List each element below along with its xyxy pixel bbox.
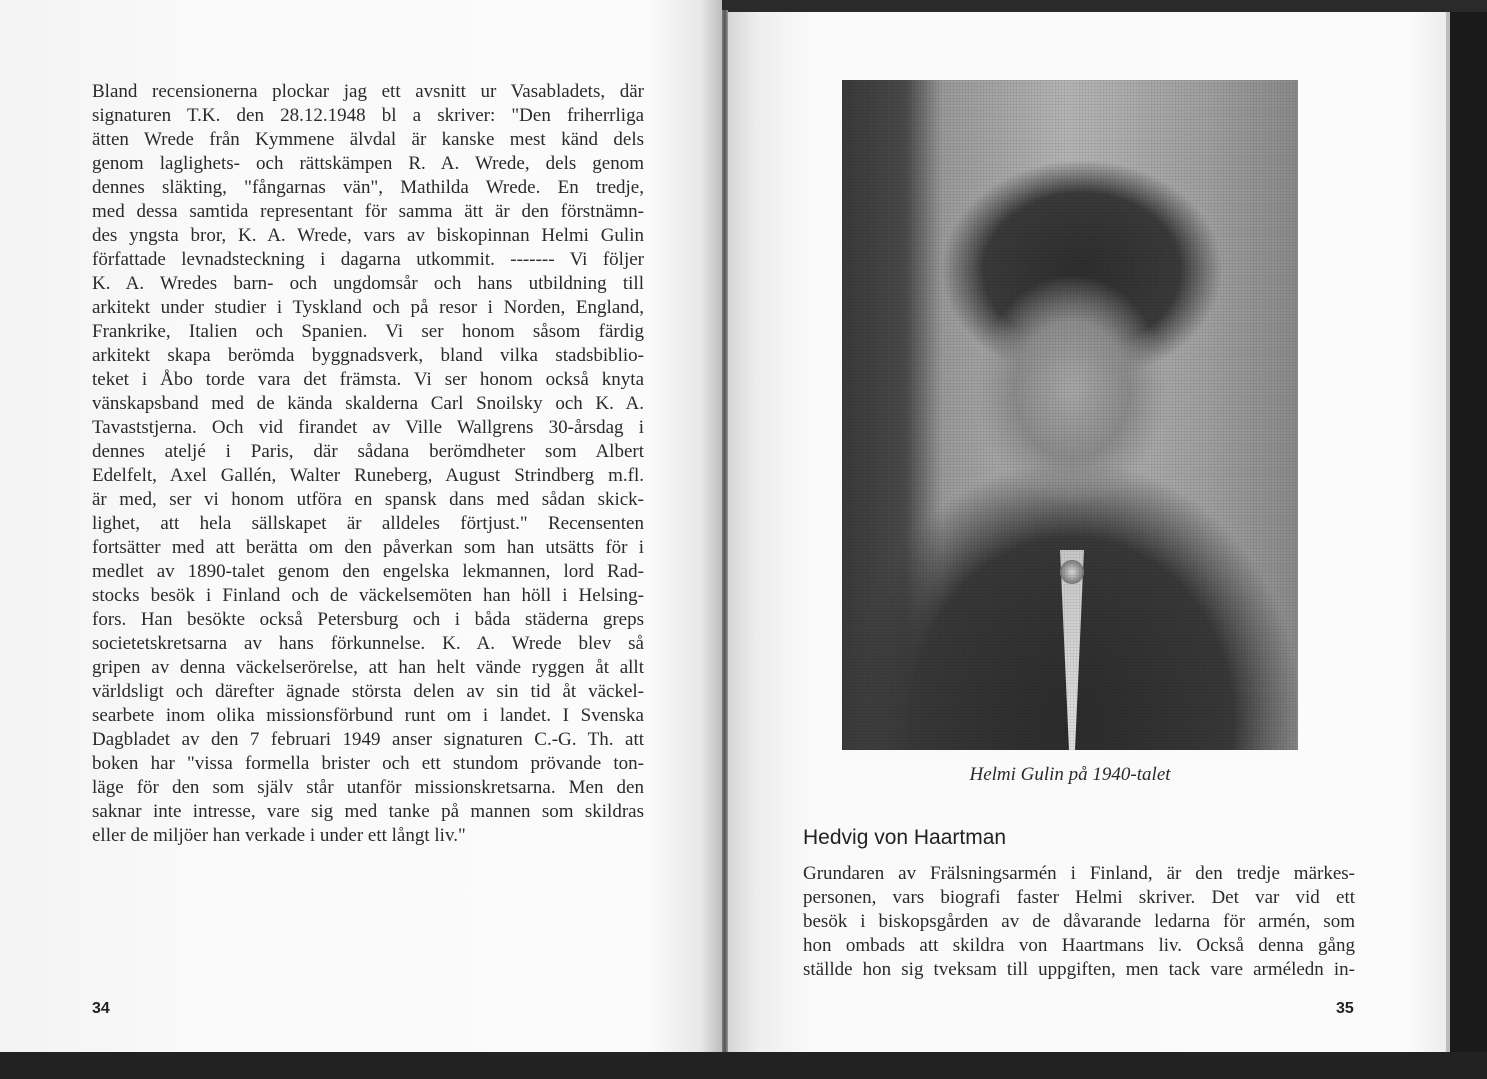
text-line: Frankrike, Italien och Spanien. Vi ser honom såsom färdig: [92, 321, 644, 342]
text-line: teket i Åbo torde vara det främsta. Vi ser honom också knyta: [92, 369, 644, 390]
text-line: Bland recensionerna plockar jag ett avsnitt ur Vasabladets, där: [92, 81, 644, 102]
photo-brooch: [1060, 560, 1084, 584]
text-line: genom laglighets- och rättskämpen R. A. Wrede, dels genom: [92, 153, 644, 174]
text-line: boken har "vissa formella brister och ett stundom prövande ton-: [92, 753, 644, 774]
text-line: dennes släkting, "fångarnas vän", Mathilda Wrede. En tredje,: [92, 177, 644, 198]
page-number-left: 34: [92, 1000, 110, 1017]
text-line: Grundaren av Frälsningsarmén i Finland, är den tredje märkes-: [803, 863, 1355, 884]
text-line: societetskretsarna av hans förkunnelse. K. A. Wrede blev så: [92, 633, 644, 654]
text-line: är med, ser vi honom utföra en spansk dans med sådan skick-: [92, 489, 644, 510]
text-line: medlet av 1890-talet genom den engelska lekmannen, lord Rad-: [92, 561, 644, 582]
text-line: besök i biskopsgården av de dåvarande ledarna för armén, som: [803, 911, 1355, 932]
text-line: fortsätter med att berätta om den påverkan som han utsätts för i: [92, 537, 644, 558]
scan-background-right: [1450, 12, 1487, 1079]
portrait-photo: [842, 80, 1298, 750]
text-line: lighet, att hela sällskapet är alldeles förtjust." Recensenten: [92, 513, 644, 534]
text-line: stocks besök i Finland och de väckelsemöten han höll i Helsing-: [92, 585, 644, 606]
text-line: des yngsta bror, K. A. Wrede, vars av biskopinnan Helmi Gulin: [92, 225, 644, 246]
text-line: hon ombads att skildra von Haartmans liv. Också denna gång: [803, 935, 1355, 956]
scan-background-bottom: [0, 1052, 1487, 1079]
text-line: personen, vars biografi faster Helmi skriver. Det var vid ett: [803, 887, 1355, 908]
page-number-right: 35: [1336, 1000, 1354, 1017]
text-line: Edelfelt, Axel Gallén, Walter Runeberg, August Strindberg m.fl.: [92, 465, 644, 486]
text-line: läge för den som själv står utanför missionskretsarna. Men den: [92, 777, 644, 798]
text-line: vänskapsband med de kända skalderna Carl Snoilsky och K. A.: [92, 393, 644, 414]
right-page-body-text: [803, 862, 1355, 982]
text-line: saknar inte intresse, vare sig med tanke på mannen som skildras: [92, 801, 644, 822]
text-line: ätten Wrede från Kymmene älvdal är kanske mest känd dels: [92, 129, 644, 150]
text-line: arkitekt under studier i Tyskland och på resor i Norden, England,: [92, 297, 644, 318]
text-line: världsligt och därefter ägnade största delen av sin tid åt väckel-: [92, 681, 644, 702]
text-line: gripen av denna väckelserörelse, att han helt vände ryggen åt allt: [92, 657, 644, 678]
photo-collar: [1042, 550, 1102, 750]
text-line: författade levnadsteckning i dagarna utkommit. ------- Vi följer: [92, 249, 644, 270]
text-line: searbete inom olika missionsförbund runt om i landet. I Svenska: [92, 705, 644, 726]
left-page-body-text: [92, 80, 644, 848]
text-line: signaturen T.K. den 28.12.1948 bl a skriver: "Den friherrliga: [92, 105, 644, 126]
section-heading: Hedvig von Haartman: [803, 826, 1007, 849]
text-line: ställde hon sig tveksam till uppgiften, men tack vare arméledn in-: [803, 959, 1355, 980]
text-line: Dagbladet av den 7 februari 1949 anser signaturen C.-G. Th. att: [92, 729, 644, 750]
text-line: K. A. Wredes barn- och ungdomsår och hans utbildning till: [92, 273, 644, 294]
text-line: eller de miljöer han verkade i under ett långt liv.": [92, 825, 466, 846]
text-line: arkitekt skapa berömda byggnadsverk, bland vilka stadsbiblio-: [92, 345, 644, 366]
scan-background-top: [722, 0, 1487, 12]
text-line: dennes ateljé i Paris, där sådana berömdheter som Albert: [92, 441, 644, 462]
text-line: fors. Han besökte också Petersburg och i båda städerna greps: [92, 609, 644, 630]
text-line: Tavaststjerna. Och vid firandet av Ville Wallgrens 30-årsdag i: [92, 417, 644, 438]
photo-caption: Helmi Gulin på 1940-talet: [969, 764, 1171, 785]
text-line: med dessa samtida representant för samma ätt är den förstnämn-: [92, 201, 644, 222]
